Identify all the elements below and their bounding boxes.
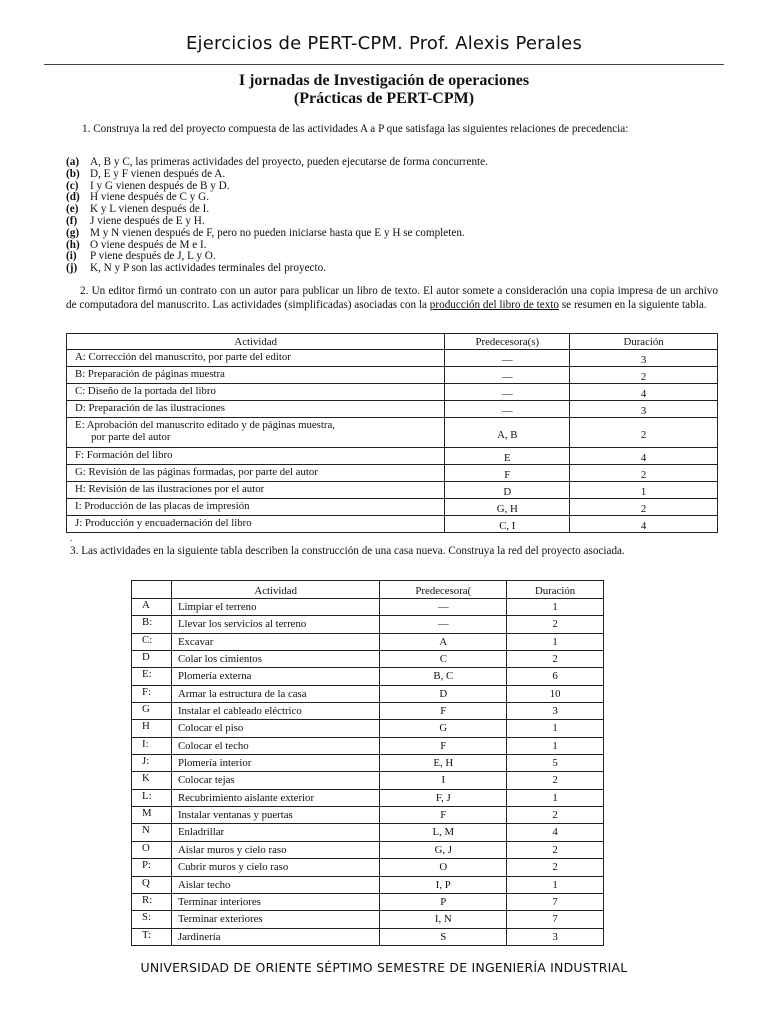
condition-tag: (e): [66, 203, 79, 216]
activity-letter-cell: J:: [132, 755, 172, 772]
condition-item: [66, 263, 706, 275]
duration-cell: 4: [570, 384, 718, 401]
table-header-row: [67, 334, 718, 350]
table-row: [132, 737, 604, 754]
predecessor-cell: S: [380, 928, 507, 945]
activity-cell: Instalar el cableado eléctrico: [171, 703, 380, 720]
exercise2-statement: [66, 285, 718, 312]
condition-text: O viene después de M e I.: [90, 238, 207, 251]
house-construction-table: [131, 580, 604, 946]
table-row: [67, 367, 718, 384]
column-header-letter: [132, 581, 172, 599]
column-header-predecessor: Predecesora(: [380, 581, 507, 599]
duration-cell: 4: [570, 448, 718, 465]
activity-letter-cell: P:: [132, 859, 172, 876]
activity-cell: G: Revisión de las páginas formadas, por parte del autor: [67, 465, 445, 482]
exercise1-statement: 1. Construya la red del proyecto compuesta de las actividades A a P que satisfaga las siguientes relaciones de precedencia:: [82, 123, 629, 135]
predecessor-cell: A: [380, 633, 507, 650]
duration-cell: 10: [507, 685, 604, 702]
activity-letter-cell: T:: [132, 928, 172, 945]
predecessor-cell: E, H: [380, 755, 507, 772]
activity-cell: Recubrimiento aislante exterior: [171, 789, 380, 806]
activity-letter-cell: R:: [132, 893, 172, 910]
predecessor-cell: F: [380, 737, 507, 754]
activity-letter-cell: O: [132, 841, 172, 858]
table-row: [132, 893, 604, 910]
activity-cell: D: Preparación de las ilustraciones: [67, 401, 445, 418]
duration-cell: 2: [507, 616, 604, 633]
duration-cell: 1: [507, 876, 604, 893]
activity-cell: Jardinería: [171, 928, 380, 945]
table-row: [67, 401, 718, 418]
condition-tag: (f): [66, 214, 78, 227]
column-header-predecessor: Predecesora(s): [445, 334, 570, 350]
activity-letter-cell: Q: [132, 876, 172, 893]
table-row: [132, 651, 604, 668]
activity-cell-line2: por parte del autor: [91, 431, 171, 443]
duration-cell: 7: [507, 893, 604, 910]
condition-tag: (b): [66, 167, 80, 180]
table-row: [132, 772, 604, 789]
condition-tag: (h): [66, 238, 80, 251]
activity-cell: Colocar el techo: [171, 737, 380, 754]
predecessor-cell: G, H: [445, 499, 570, 516]
duration-cell: 3: [570, 350, 718, 367]
predecessor-cell: —: [380, 616, 507, 633]
duration-cell: 2: [507, 772, 604, 789]
predecessor-cell: D: [445, 482, 570, 499]
table-row: [67, 350, 718, 367]
activity-letter-cell: H: [132, 720, 172, 737]
activity-letter-cell: L:: [132, 789, 172, 806]
activity-cell: Excavar: [171, 633, 380, 650]
house-table-body: [132, 599, 604, 946]
table-row: [132, 616, 604, 633]
duration-cell: 1: [570, 482, 718, 499]
predecessor-cell: I: [380, 772, 507, 789]
predecessor-cell: I, P: [380, 876, 507, 893]
predecessor-cell: B, C: [380, 668, 507, 685]
predecessor-cell: G: [380, 720, 507, 737]
column-header-duration: Duración: [570, 334, 718, 350]
condition-text: K y L vienen después de I.: [90, 203, 210, 216]
duration-cell: 2: [507, 651, 604, 668]
table-row: [132, 841, 604, 858]
condition-text: K, N y P son las actividades terminales del proyecto.: [90, 262, 327, 275]
precedence-conditions-list: [66, 157, 706, 275]
condition-tag: (i): [66, 250, 77, 263]
header-divider: [44, 64, 724, 65]
activity-letter-cell: S:: [132, 911, 172, 928]
page-header: Ejercicios de PERT-CPM. Prof. Alexis Perales: [185, 33, 583, 54]
condition-text: P viene después de J, L y O.: [90, 250, 216, 263]
condition-tag: (a): [66, 156, 80, 168]
activity-cell-line1: E: Aprobación del manuscrito editado y de páginas muestra,: [75, 419, 335, 431]
condition-tag: (g): [66, 226, 80, 239]
duration-cell: 4: [570, 516, 718, 533]
activity-cell: Cubrir muros y cielo raso: [171, 859, 380, 876]
activity-cell: H: Revisión de las ilustraciones por el autor: [67, 482, 445, 499]
condition-text: M y N vienen después de F, pero no pueden iniciarse hasta que E y H se completen.: [90, 226, 465, 239]
activity-cell: Armar la estructura de la casa: [171, 685, 380, 702]
column-header-activity: Actividad: [171, 581, 380, 599]
duration-cell: 2: [570, 499, 718, 516]
table-row: [67, 384, 718, 401]
predecessor-cell: L, M: [380, 824, 507, 841]
activity-letter-cell: A: [132, 599, 172, 616]
document-title: [0, 72, 768, 108]
table-row: [132, 928, 604, 945]
table-row: [67, 418, 718, 448]
exercise2-text-after: se resumen en la siguiente tabla.: [559, 298, 707, 311]
predecessor-cell: E: [445, 448, 570, 465]
activity-cell: B: Preparación de páginas muestra: [67, 367, 445, 384]
duration-cell: 3: [507, 928, 604, 945]
column-header-duration: Duración: [507, 581, 604, 599]
duration-cell: 1: [507, 599, 604, 616]
duration-cell: 2: [507, 859, 604, 876]
predecessor-cell: A, B: [445, 418, 570, 448]
predecessor-cell: —: [445, 367, 570, 384]
predecessor-cell: —: [445, 350, 570, 367]
activity-letter-cell: E:: [132, 668, 172, 685]
duration-cell: 6: [507, 668, 604, 685]
table-row: [132, 807, 604, 824]
activity-letter-cell: F:: [132, 685, 172, 702]
activity-cell: I: Producción de las placas de impresión: [67, 499, 445, 516]
activity-letter-cell: D: [132, 651, 172, 668]
duration-cell: 2: [507, 841, 604, 858]
table-row: [67, 482, 718, 499]
activity-cell: Terminar interiores: [171, 893, 380, 910]
table-row: [67, 499, 718, 516]
predecessor-cell: —: [445, 384, 570, 401]
activity-letter-cell: K: [132, 772, 172, 789]
table-row: [132, 685, 604, 702]
predecessor-cell: G, J: [380, 841, 507, 858]
activity-letter-cell: N: [132, 824, 172, 841]
activity-cell: Aislar muros y cielo raso: [171, 841, 380, 858]
predecessor-cell: F: [380, 807, 507, 824]
activity-cell: Plomería externa: [171, 668, 380, 685]
activity-cell: [67, 418, 445, 448]
activity-letter-cell: B:: [132, 616, 172, 633]
table-row: [67, 516, 718, 533]
predecessor-cell: —: [380, 599, 507, 616]
activity-cell: F: Formación del libro: [67, 448, 445, 465]
duration-cell: 2: [570, 367, 718, 384]
table-row: [132, 720, 604, 737]
predecessor-cell: C, I: [445, 516, 570, 533]
duration-cell: 1: [507, 633, 604, 650]
condition-text: I y G vienen después de B y D.: [90, 179, 230, 192]
exercise2-text-before: 2. Un editor firmó un contrato con un autor para publicar un libro de texto. El autor somete a consideración una copia impresa de un archivo de computadora del manuscrito. Las actividades (simplificadas) asociadas con la: [66, 285, 718, 311]
table-row: [132, 824, 604, 841]
activity-letter-cell: I:: [132, 737, 172, 754]
table-row: [132, 859, 604, 876]
table-row: [67, 448, 718, 465]
page-footer: UNIVERSIDAD DE ORIENTE SÉPTIMO SEMESTRE DE INGENIERÍA INDUSTRIAL: [140, 960, 628, 975]
condition-text: J viene después de E y H.: [90, 214, 205, 227]
exercise3-statement: 3. Las actividades en la siguiente tabla describen la construcción de una casa nueva. Construya la red del proyecto asociada.: [70, 545, 625, 557]
document-title-line2: (Prácticas de PERT-CPM): [293, 90, 475, 107]
condition-tag: (j): [66, 262, 78, 275]
activity-cell: Colocar tejas: [171, 772, 380, 789]
activity-cell: Enladrillar: [171, 824, 380, 841]
condition-text: A, B y C, las primeras actividades del proyecto, pueden ejecutarse de forma concurrente.: [90, 156, 488, 168]
duration-cell: 1: [507, 720, 604, 737]
book-production-table: [66, 333, 718, 533]
activity-cell: Colocar el piso: [171, 720, 380, 737]
table-row: [132, 911, 604, 928]
activity-cell: Instalar ventanas y puertas: [171, 807, 380, 824]
duration-cell: 2: [570, 465, 718, 482]
duration-cell: 3: [570, 401, 718, 418]
document-title-line1: I jornadas de Investigación de operaciones: [238, 72, 530, 89]
predecessor-cell: O: [380, 859, 507, 876]
duration-cell: 4: [507, 824, 604, 841]
activity-letter-cell: G: [132, 703, 172, 720]
table-row: [132, 703, 604, 720]
duration-cell: 5: [507, 755, 604, 772]
duration-cell: 2: [507, 807, 604, 824]
predecessor-cell: I, N: [380, 911, 507, 928]
activity-cell: Terminar exteriores: [171, 911, 380, 928]
predecessor-cell: D: [380, 685, 507, 702]
predecessor-cell: F: [445, 465, 570, 482]
activity-cell: Aislar techo: [171, 876, 380, 893]
activity-cell: J: Producción y encuadernación del libro: [67, 516, 445, 533]
condition-text: H viene después de C y G.: [90, 191, 209, 204]
table-row: [132, 755, 604, 772]
activity-cell: Colar los cimientos: [171, 651, 380, 668]
activity-cell: A: Corrección del manuscrito, por parte del editor: [67, 350, 445, 367]
activity-cell: Llevar los servicios al terreno: [171, 616, 380, 633]
exercise2-underlined-text: producción del libro de texto: [429, 298, 560, 311]
table-row: [132, 668, 604, 685]
column-header-activity: Actividad: [67, 334, 445, 350]
condition-text: D, E y F vienen después de A.: [90, 167, 226, 180]
duration-cell: 1: [507, 737, 604, 754]
predecessor-cell: —: [445, 401, 570, 418]
predecessor-cell: C: [380, 651, 507, 668]
activity-cell: Plomería interior: [171, 755, 380, 772]
separator-dot: .: [70, 533, 73, 543]
duration-cell: 2: [570, 418, 718, 448]
activity-letter-cell: M: [132, 807, 172, 824]
table-header-row: [132, 581, 604, 599]
table-row: [132, 789, 604, 806]
duration-cell: 1: [507, 789, 604, 806]
table-row: [67, 465, 718, 482]
condition-tag: (c): [66, 179, 79, 192]
predecessor-cell: P: [380, 893, 507, 910]
activity-letter-cell: C:: [132, 633, 172, 650]
duration-cell: 7: [507, 911, 604, 928]
activity-cell: Limpiar el terreno: [171, 599, 380, 616]
predecessor-cell: F: [380, 703, 507, 720]
table-row: [132, 876, 604, 893]
table-row: [132, 599, 604, 616]
predecessor-cell: F, J: [380, 789, 507, 806]
condition-tag: (d): [66, 191, 80, 204]
table-row: [132, 633, 604, 650]
activity-cell: C: Diseño de la portada del libro: [67, 384, 445, 401]
duration-cell: 3: [507, 703, 604, 720]
